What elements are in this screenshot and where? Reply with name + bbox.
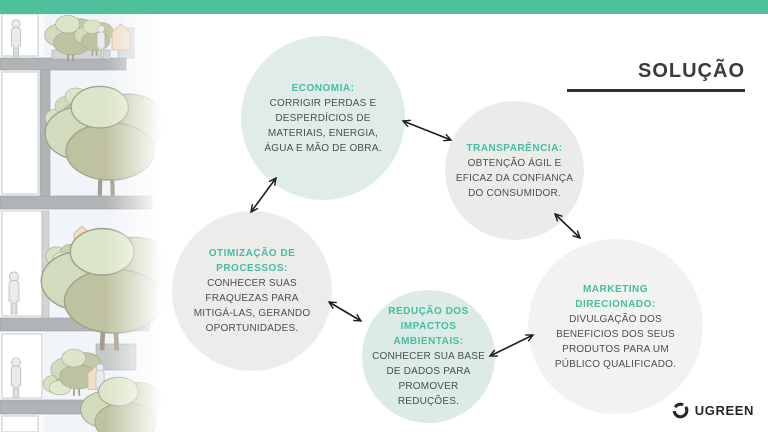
node-heading: REDUÇÃO DOS IMPACTOS AMBIENTAIS: [388,306,469,347]
arrow-reducao-marketing [490,335,533,356]
node-heading: TRANSPARÊNCIA: [466,142,563,154]
node-body: DIVULGAÇÃO DOS BENEFICIOS DOS SEUS PRODUTOS PARA UM PÚBLICO QUALIFICADO. [554,313,677,370]
diagram-node-otimizacao [172,211,332,371]
ugreen-logo-text: UGREEN [694,402,754,418]
node-body: OBTENÇÃO ÁGIL E EFICAZ DA CONFIANÇA DO CONSUMIDOR. [455,157,574,199]
top-accent-bar [0,0,768,14]
node-heading: OTIMIZAÇÃO DE PROCESSOS: [208,248,296,274]
diagram-node-reducao [362,290,495,423]
diagram-node-economia [241,36,405,200]
ugreen-logo-icon [671,401,690,420]
node-body: CONHECER SUA BASE DE DADOS PARA PROMOVER REDUÇÕES. [372,351,485,407]
arrow-economia-transparencia [403,121,451,140]
node-body: CORRIGIR PERDAS E DESPERDÍCIOS DE MATERIAIS, ENERGIA, ÁGUA E MÃO DE OBRA. [264,97,382,154]
green-building-illustration [0,14,162,432]
arrow-otimizacao-reducao [329,302,361,321]
ugreen-logo [671,400,754,420]
diagram-node-marketing [528,239,703,414]
title-underline [567,89,745,92]
diagram-node-transparencia [445,101,584,240]
page-title: SOLUÇÃO [638,60,745,82]
node-body: CONHECER SUAS FRAQUEZAS PARA MITIGÁ-LAS, GERANDO OPORTUNIDADES. [193,278,311,334]
node-heading: ECONOMIA: [291,82,355,94]
node-heading: MARKETING DIRECIONADO: [575,283,656,310]
